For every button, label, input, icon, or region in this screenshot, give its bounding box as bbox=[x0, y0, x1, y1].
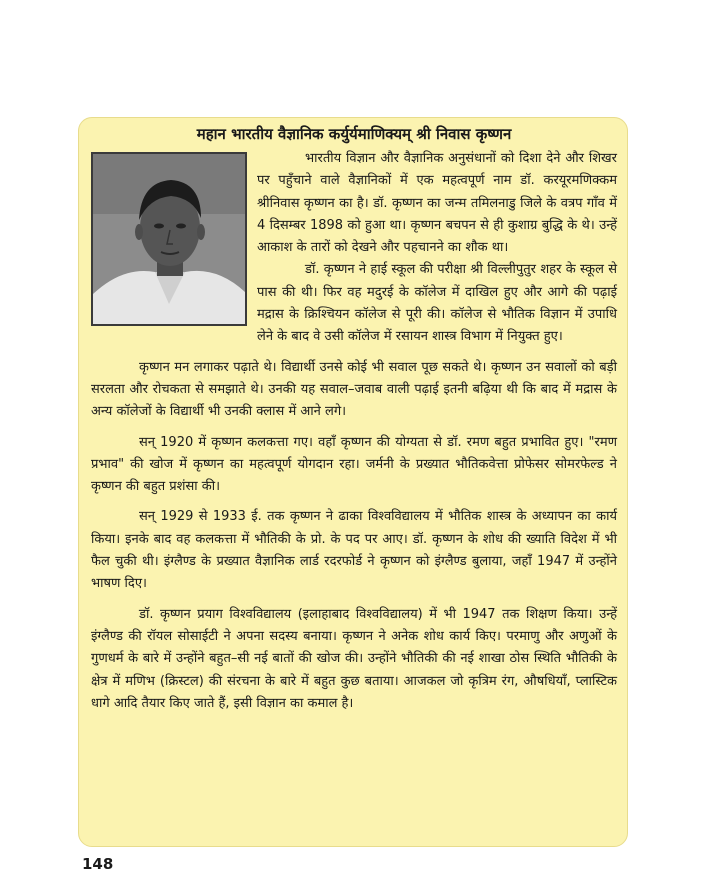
paragraph-4: सन् 1920 में कृष्णन कलकत्ता गए। वहाँ कृष्णन की योग्यता से डॉ. रमण बहुत प्रभावित हुए। "रमण प्रभाव" की खोज में कृष्णन का महत्वपूर्ण योगदान रहा। जर्मनी के प्रख्यात भौतिकवेत्ता प्रोफेसर सोमरफेल्ड ने कृष्णन की बहुत प्रशंसा की। bbox=[91, 434, 617, 495]
info-box bbox=[78, 117, 628, 847]
paragraph-3: कृष्णन मन लगाकर पढ़ाते थे। विद्यार्थी उनसे कोई भी सवाल पूछ सकते थे। कृष्णन उन सवालों को बड़ी सरलता और रोचकता से समझाते थे। उनकी यह सवाल–जवाब वाली पढ़ाई इतनी बढ़िया थी कि बाद में मद्रास के अन्य कॉलेजों के विद्यार्थी भी उनकी क्लास में आने लगे। bbox=[91, 359, 617, 420]
portrait-image bbox=[93, 154, 245, 324]
page-number: 148 bbox=[82, 855, 114, 873]
paragraph-5: सन् 1929 से 1933 ई. तक कृष्णन ने ढाका विश्वविद्यालय में भौतिक शास्त्र के अध्यापन का कार्य किया। इनके बाद वह कलकत्ता में भौतिकी के प्रो. के पद पर आए। डॉ. कृष्णन के शोध की ख्याति विदेश में भी फैल चुकी थी। इंग्लैण्ड के प्रख्यात वैज्ञानिक लार्ड रदरफोर्ड ने कृष्णन को इंग्लैण्ड बुलाया, जहाँ 1947 में उन्होंने भाषण दिए। bbox=[91, 509, 617, 592]
paragraph-1: भारतीय विज्ञान और वैज्ञानिक अनुसंधानों को दिशा देने और शिखर पर पहुँचाने वाले वैज्ञानिकों में एक महत्वपूर्ण नाम डॉ. करयूरमणिक्कम श्रीनिवास कृष्णन का है। डॉ. कृष्णन का जन्म तमिलनाडु जिले के वत्रप गाँव में 4 दिसम्बर 1898 को हुआ था। कृष्णन बचपन से ही कुशाग्र बुद्धि के थे। उन्हें आकाश के तारों को देखने और पहचानने का शौक था। bbox=[257, 151, 617, 256]
portrait-photo bbox=[91, 152, 247, 326]
page-title: महान भारतीय वैज्ञानिक कर्युर्यमाणिक्यम् श्री निवास कृष्णन bbox=[196, 125, 512, 143]
paragraph-6: डॉ. कृष्णन प्रयाग विश्वविद्यालय (इलाहाबाद विश्वविद्यालय) में भी 1947 तक शिक्षण किया। उन्हें इंग्लैण्ड की रॉयल सोसाईटी ने अपना सदस्य बनाया। कृष्णन ने अनेक शोध कार्य किए। परमाणु और अणुओं के गुणधर्म के बारे में उन्होंने बहुत–सी नई बातों की खोज की। उन्होंने भौतिकी की नई शाखा ठोस स्थिति भौतिकी के क्षेत्र में मणिभ (क्रिस्टल) की संरचना के बारे में बहुत कुछ बताया। आजकल जो कृत्रिम रंग, औषधियाँ, प्लास्टिक धागे आदि तैयार किए जाते हैं, इसी विज्ञान का कमाल है। bbox=[91, 606, 617, 711]
paragraph-2: डॉ. कृष्णन ने हाई स्कूल की परीक्षा श्री विल्लीपुतुर शहर के स्कूल से पास की थी। फिर वह मदुरई के कॉलेज में दाखिल हुए और आगे की पढ़ाई मद्रास के क्रिश्चियन कॉलेज से पूरी की। कॉलेज से भौतिक विज्ञान में उपाधि लेने के बाद वे उसी कॉलेज में रसायन शास्त्र विभाग में नियुक्त हुए। bbox=[257, 262, 617, 345]
